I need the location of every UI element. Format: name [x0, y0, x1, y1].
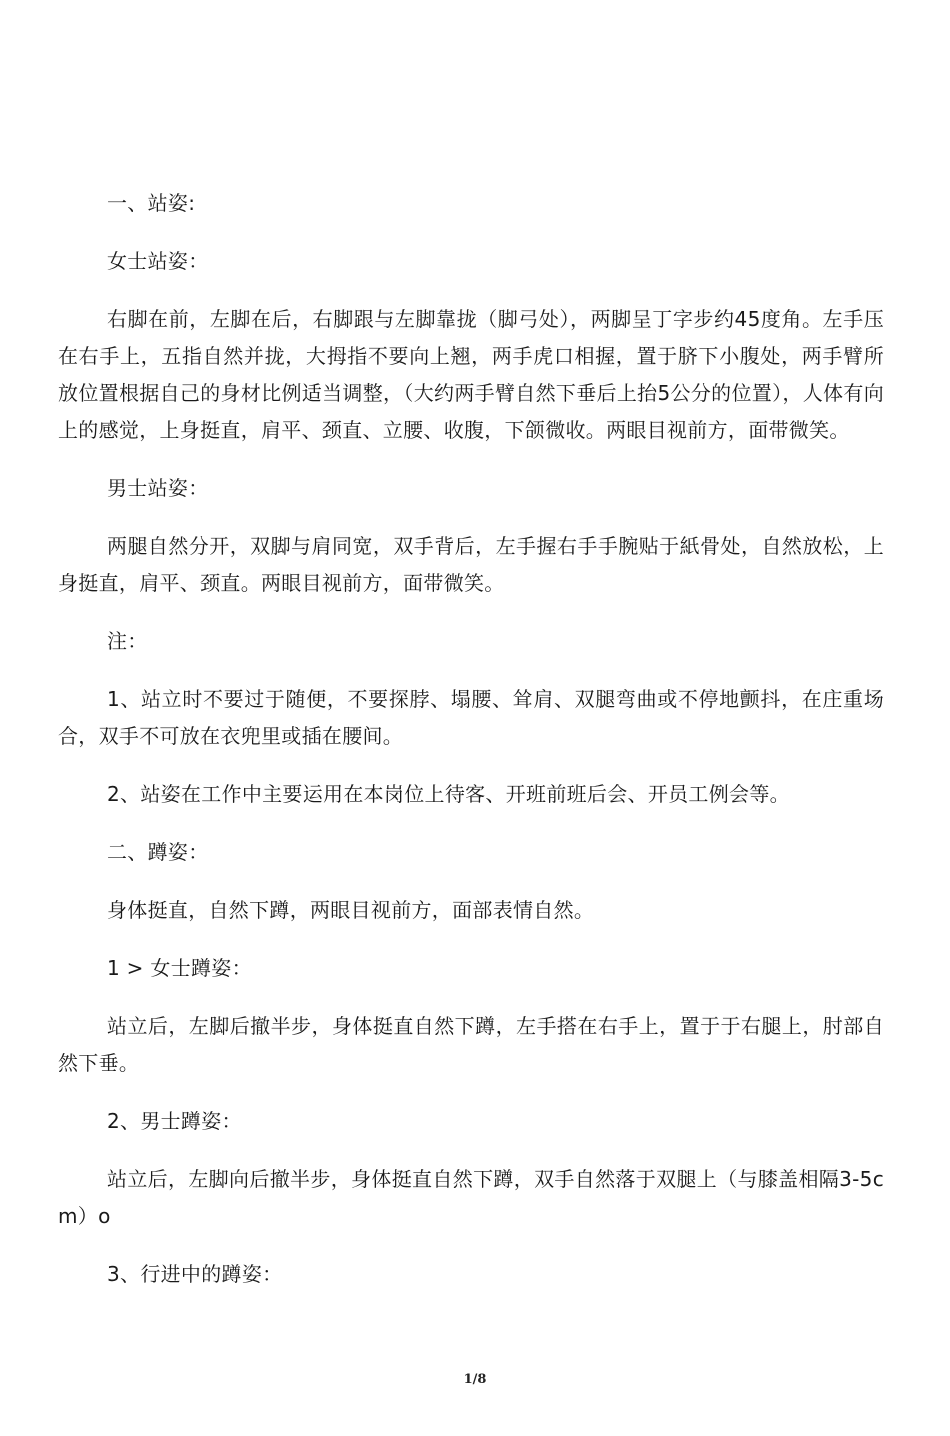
heading-standing-posture: 一、站姿:	[107, 191, 196, 215]
subheading-male-standing: 男士站姿：	[107, 476, 209, 500]
subheading-female-standing: 女士站姿：	[107, 249, 209, 273]
paragraph-male-squatting: 站立后，左脚向后撤半步，身体挺直自然下蹲，双手自然落于双腿上（与膝盖相隔3-5cm）o	[58, 1167, 884, 1228]
subheading-male-squatting: 2、男士蹲姿：	[107, 1109, 242, 1133]
note-item-1: 1、站立时不要过于随便，不要探脖、塌腰、耸肩、双腿弯曲或不停地颤抖，在庄重场合，双手不可放在衣兜里或插在腰间。	[58, 687, 884, 748]
note-label: 注：	[107, 629, 148, 653]
heading-squatting-posture: 二、蹲姿：	[107, 840, 209, 864]
note-item-2: 2、站姿在工作中主要运用在本岗位上待客、开班前班后会、开员工例会等。	[107, 782, 790, 806]
paragraph-female-squatting: 站立后，左脚后撤半步，身体挺直自然下蹲，左手搭在右手上，置于于右腿上，肘部自然下垂。	[58, 1014, 884, 1075]
document-body	[58, 185, 884, 1314]
paragraph-male-standing: 两腿自然分开，双脚与肩同宽，双手背后，左手握右手手腕贴于紙骨处，自然放松，上身挺直，肩平、颈直。两眼目视前方，面带微笑。	[58, 534, 884, 595]
page-number: 1/8	[463, 1372, 487, 1387]
subheading-female-squatting: 1 > 女士蹲姿：	[107, 956, 252, 980]
paragraph-squatting-general: 身体挺直，自然下蹲，两眼目视前方，面部表情自然。	[107, 898, 595, 922]
paragraph-female-standing: 右脚在前，左脚在后，右脚跟与左脚靠拢（脚弓处），两脚呈丁字步约45度角。左手压在右手上，五指自然并拢，大拇指不要向上翘，两手虎口相握，置于脐下小腹处，两手臂所放位置根据自己的身材比例适当调整，（大约两手臂自然下垂后上抬5公分的位置），人体有向上的感觉，上身挺直，肩平、颈直、立腰、收腹，下颌微收。两眼目视前方，面带微笑。	[58, 307, 884, 442]
subheading-moving-squat: 3、行进中的蹲姿：	[107, 1262, 283, 1286]
